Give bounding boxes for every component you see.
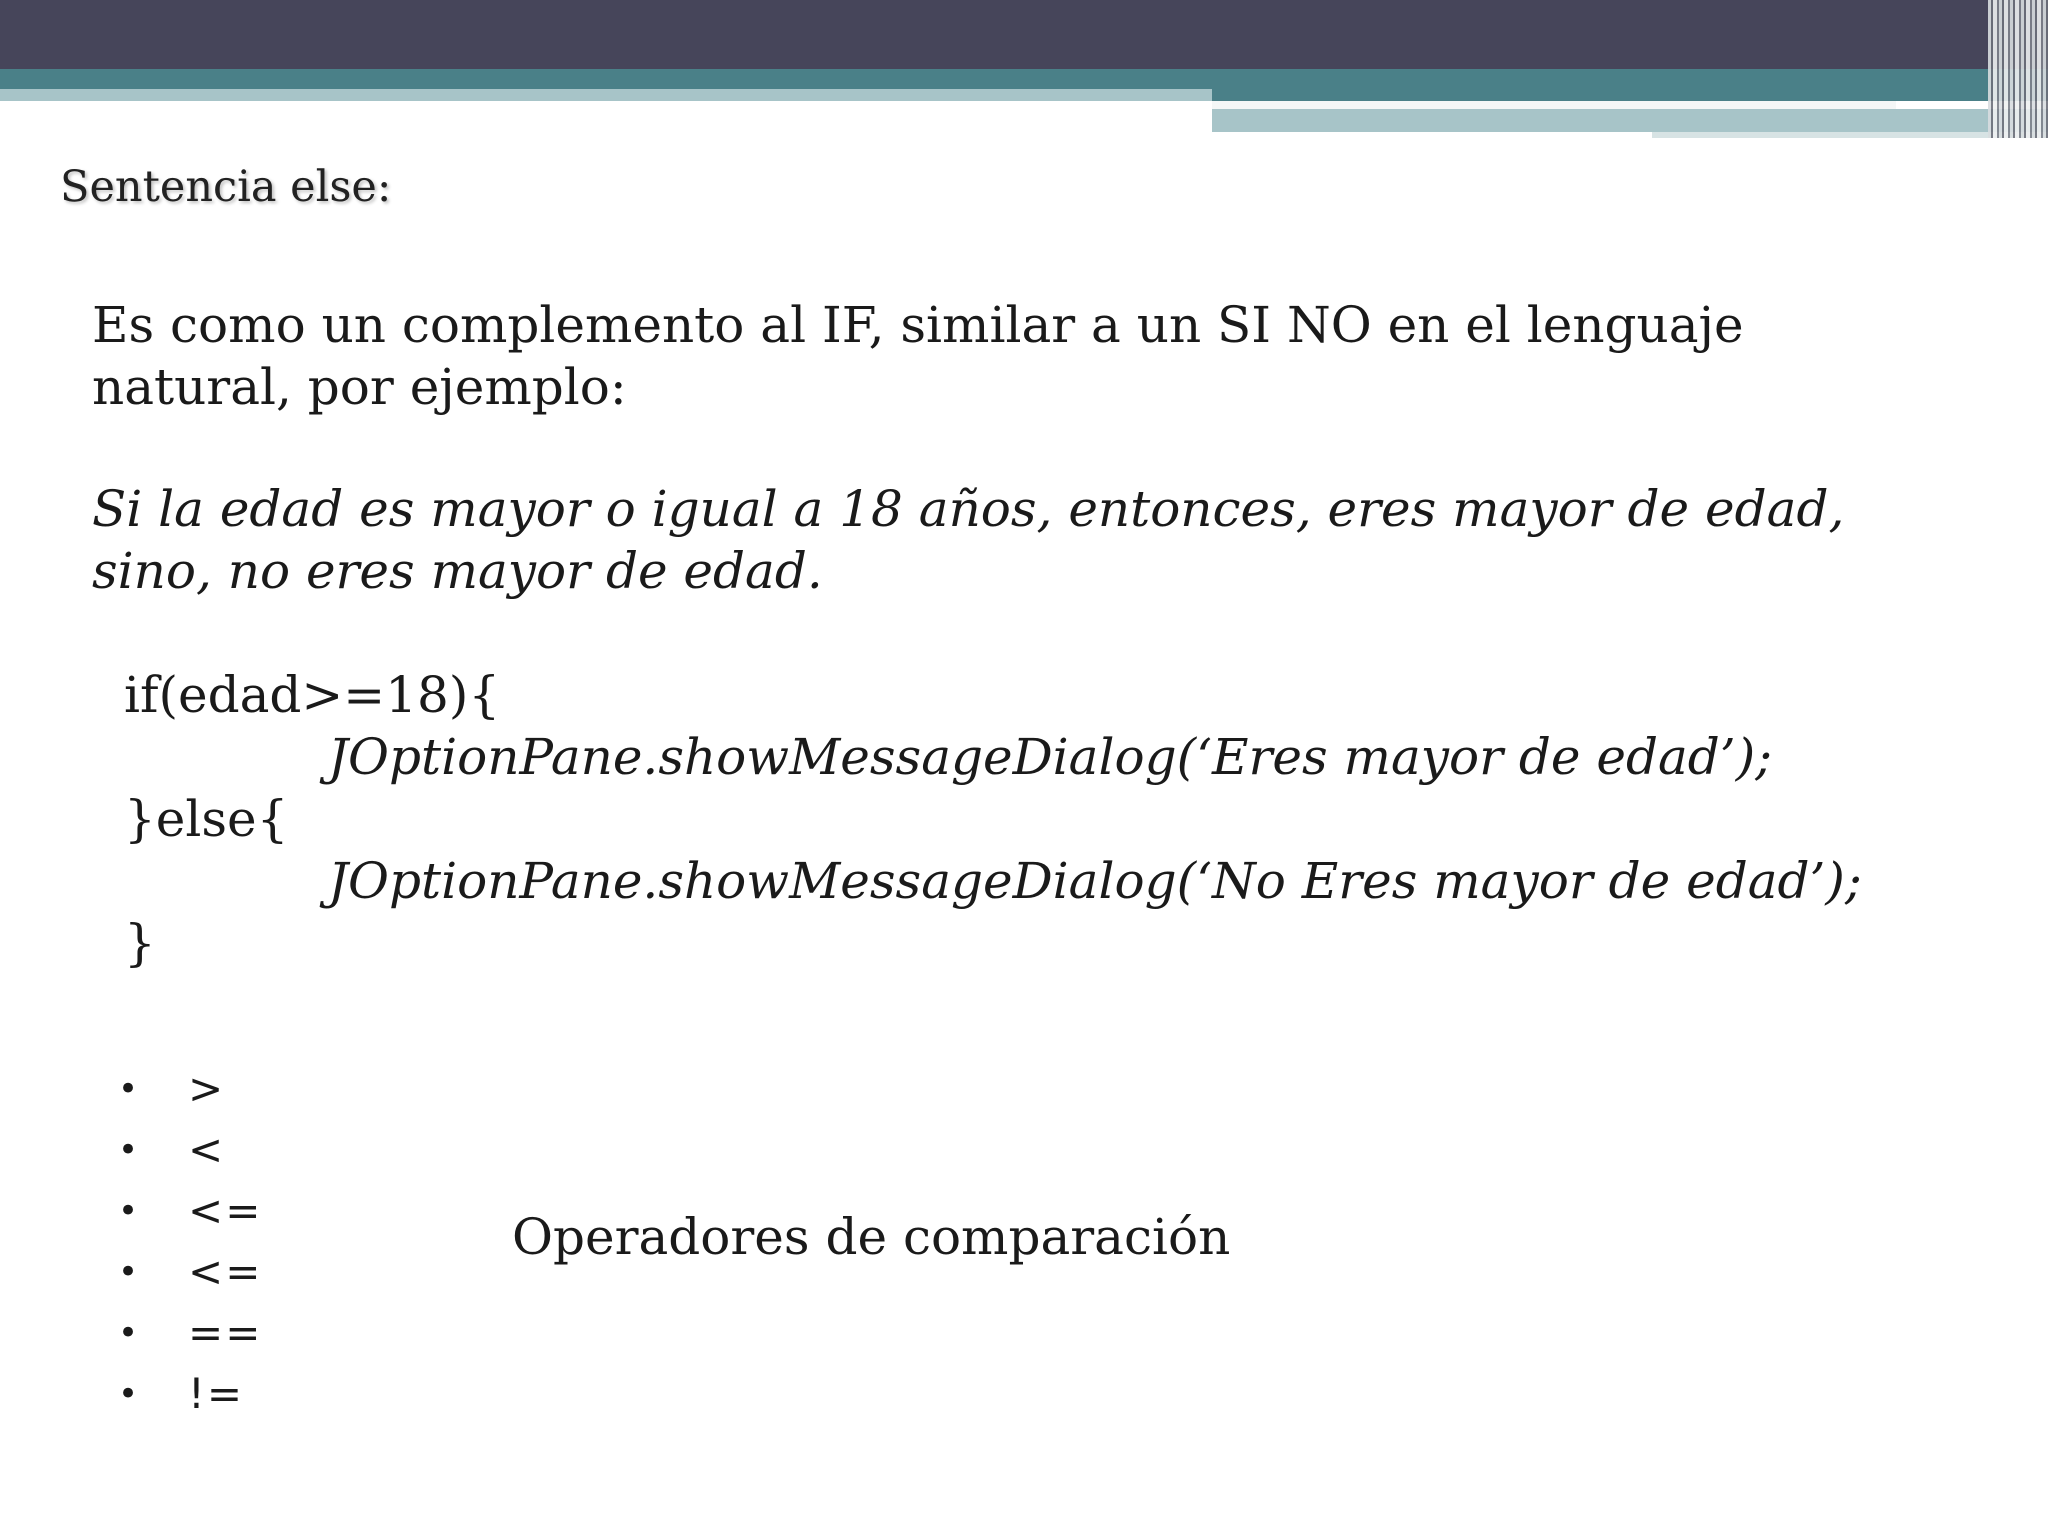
bullet-icon: •	[118, 1251, 139, 1292]
operator-text: <=	[188, 1247, 263, 1296]
operator-text: <	[188, 1125, 226, 1174]
list-item	[118, 1363, 262, 1424]
bullet-icon: •	[118, 1190, 139, 1231]
header-band-dark	[0, 0, 2048, 69]
code-line-true-branch: JOptionPane.showMessageDialog(‘Eres mayor de edad’);	[328, 728, 1773, 786]
header-stripes-decoration	[1988, 0, 2048, 138]
header-band-light-left	[0, 89, 1212, 101]
code-line-if: if(edad>=18){	[124, 666, 501, 724]
operator-text: !=	[188, 1369, 245, 1418]
header-band-teal	[0, 69, 2048, 89]
list-item	[118, 1241, 262, 1302]
example-paragraph: Si la edad es mayor o igual a 18 años, entonces, eres mayor de edad, sino, no eres mayor de edad.	[92, 480, 1845, 600]
bullet-icon: •	[118, 1373, 139, 1414]
operator-text: >	[188, 1064, 226, 1113]
operators-list	[118, 1058, 262, 1424]
list-item	[118, 1119, 262, 1180]
operator-text: <=	[188, 1186, 263, 1235]
slide-heading: Sentencia else:	[60, 162, 392, 212]
operators-label: Operadores de comparación	[512, 1208, 1231, 1266]
bullet-icon: •	[118, 1312, 139, 1353]
header-band-teal-right	[1212, 89, 2048, 101]
list-item	[118, 1180, 262, 1241]
intro-paragraph: Es como un complemento al IF, similar a un SI NO en el lenguaje natural, por ejemplo:	[92, 296, 1744, 416]
header-band-white-line	[1212, 101, 1896, 109]
header-band-light-right	[1212, 109, 2048, 132]
bullet-icon: •	[118, 1068, 139, 1109]
code-line-else: }else{	[124, 790, 289, 848]
code-line-false-branch: JOptionPane.showMessageDialog(‘No Eres mayor de edad’);	[328, 852, 1862, 910]
code-block	[124, 664, 1862, 974]
code-line-close: }	[124, 914, 156, 972]
bullet-icon: •	[118, 1129, 139, 1170]
operator-text: ==	[188, 1308, 263, 1357]
list-item	[118, 1058, 262, 1119]
list-item	[118, 1302, 262, 1363]
